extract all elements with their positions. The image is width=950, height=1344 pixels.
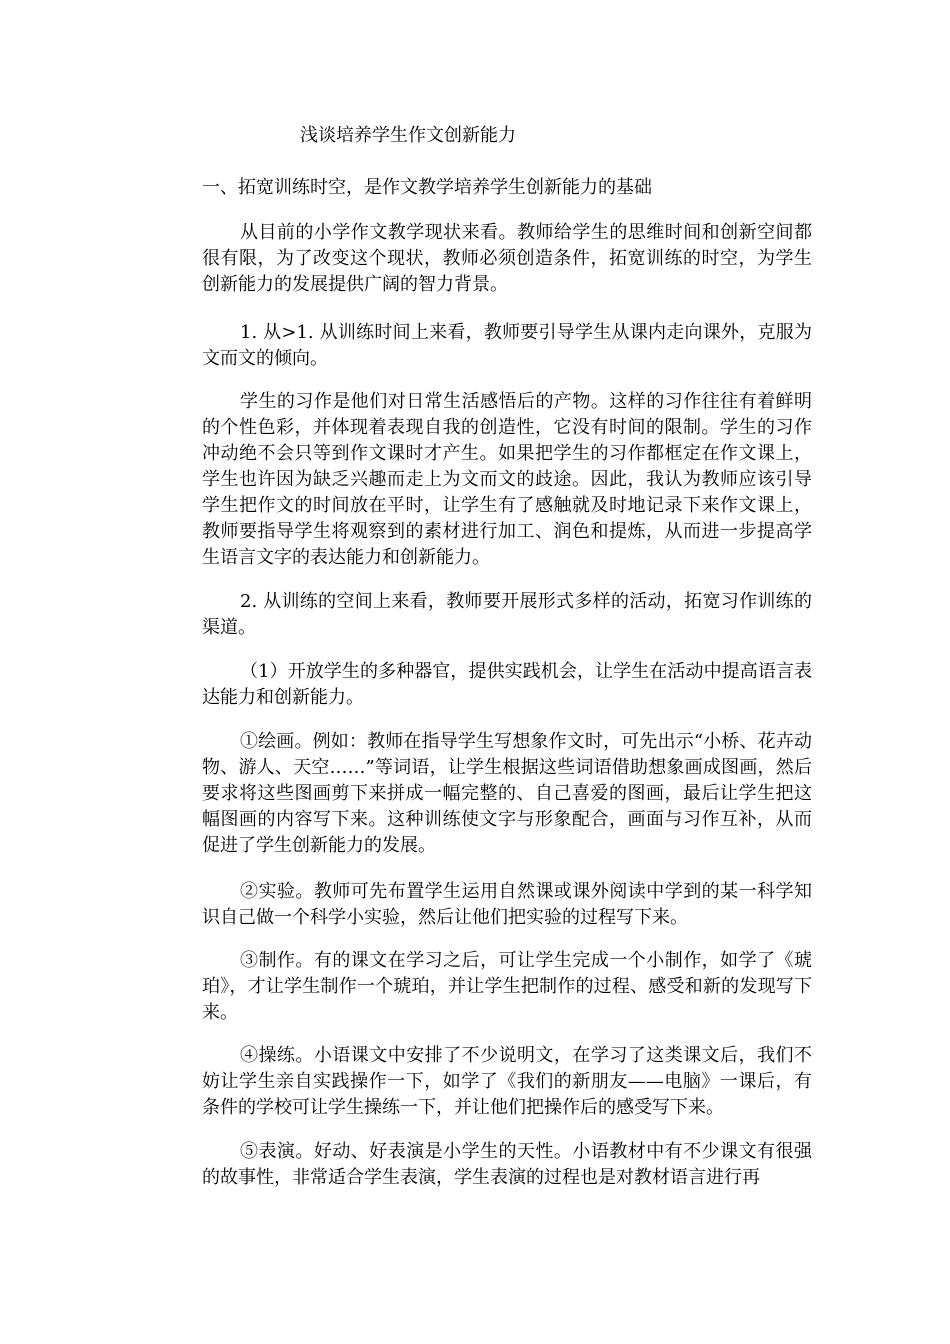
paragraph-performance: ⑤表演。好动、好表演是小学生的天性。小语教材中有不少课文有很强的故事性，非常适合学生表演，学生表演的过程也是对教材语言进行再 [202, 1141, 812, 1188]
paragraph-sub-1: （1）开放学生的多种器官，提供实践机会，让学生在活动中提高语言表达能力和创新能力。 [202, 661, 812, 708]
paragraph-time: 学生的习作是他们对日常生活感悟后的产物。这样的习作往往有着鲜明的个性色彩，并体现着表现自我的创造性，它没有时间的限制。学生的习作冲动绝不会只等到作文课时才产生。如果把学生的习作都框定在作文课上，学生也许因为缺乏兴趣而走上为文而文的歧途。因此，我认为教师应该引导学生把作文的时间放在平时，让学生有了感触就及时地记录下来作文课上，教师要指导学生将观察到的素材进行加工、润色和提炼，从而进一步提高学生语言文字的表达能力和创新能力。 [202, 391, 812, 568]
section-heading: 一、拓宽训练时空，是作文教学培养学生创新能力的基础 [202, 177, 652, 198]
paragraph-intro: 从目前的小学作文教学现状来看。教师给学生的思维时间和创新空间都很有限，为了改变这个现状，教师必须创造条件，拓宽训练的时空，为学生创新能力的发展提供广阔的智力背景。 [202, 222, 812, 295]
document-title: 浅谈培养学生作文创新能力 [300, 125, 516, 146]
paragraph-making: ③制作。有的课文在学习之后，可让学生完成一个小制作，如学了《琥珀》，才让学生制作一个琥珀，并让学生把制作的过程、感受和新的发现写下来。 [202, 950, 812, 1023]
paragraph-drawing: ①绘画。例如：教师在指导学生写想象作文时，可先出示“小桥、花卉动物、游人、天空……”等词语，让学生根据这些词语借助想象画成图画，然后要求将这些图画剪下来拼成一幅完整的、自己喜爱的图画，最后让学生把这幅图画的内容写下来。这种训练使文字与形象配合，画面与习作互补，从而促进了学生创新能力的发展。 [202, 731, 812, 856]
paragraph-point-1: 1. 从>1. 从训练时间上来看，教师要引导学生从课内走向课外，克服为文而文的倾向。 [202, 322, 812, 369]
paragraph-point-2: 2. 从训练的空间上来看，教师要开展形式多样的活动，拓宽习作训练的渠道。 [202, 591, 812, 638]
paragraph-experiment: ②实验。教师可先布置学生运用自然课或课外阅读中学到的某一科学知识自己做一个科学小实验，然后让他们把实验的过程写下来。 [202, 881, 812, 928]
paragraph-practice: ④操练。小语课文中安排了不少说明文，在学习了这类课文后，我们不妨让学生亲自实践操作一下，如学了《我们的新朋友——电脑》一课后，有条件的学校可让学生操练一下，并让他们把操作后的感受写下来。 [202, 1045, 812, 1118]
